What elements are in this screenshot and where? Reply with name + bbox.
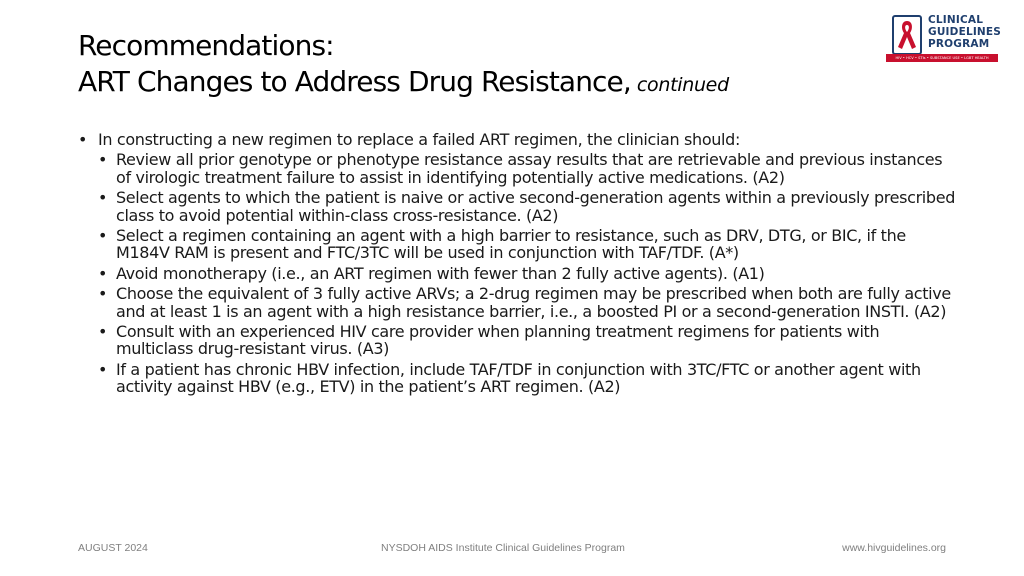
footer-date: AUGUST 2024 <box>78 542 148 554</box>
logo-line-3: PROGRAM <box>928 38 990 50</box>
logo-tagline: HIV • HCV • STIs • SUBSTANCE USE • LGBT HEALTH <box>886 54 998 62</box>
bullet: • <box>98 263 108 283</box>
list-item <box>98 323 958 358</box>
title-main-text: ART Changes to Address Drug Resistance, <box>78 65 631 98</box>
slide-title <box>78 28 858 103</box>
list-item <box>98 285 958 320</box>
title-line-2 <box>78 64 858 103</box>
recommendations-list <box>78 131 958 396</box>
bullet: • <box>98 359 108 379</box>
bullet: • <box>98 226 108 246</box>
list-item-text: Select agents to which the patient is naive or active second-generation agents within a previously prescribed class to avoid potential within-class cross-resistance. (A2) <box>116 188 956 225</box>
footer-program: NYSDOH AIDS Institute Clinical Guidelines Program <box>381 542 625 554</box>
list-item <box>98 151 958 186</box>
list-item <box>98 361 958 396</box>
intro-text: In constructing a new regimen to replace a failed ART regimen, the clinician should: <box>98 130 740 149</box>
clinical-guidelines-logo <box>886 12 1006 64</box>
list-item-text: Select a regimen containing an agent with a high barrier to resistance, such as DRV, DTG, or BIC, if the M184V RAM is present and FTC/3TC will be used in conjunction with TAF/TDF. (A*) <box>116 226 906 263</box>
bullet: • <box>78 130 88 149</box>
list-item <box>98 227 958 262</box>
bullet: • <box>98 322 108 342</box>
list-item-text: Review all prior genotype or phenotype resistance assay results that are retrievable and previous instances of virologic treatment failure to assist in identifying potentially active medications. (A2) <box>116 150 943 187</box>
list-item-text: Choose the equivalent of 3 fully active ARVs; a 2-drug regimen may be prescribed when both are fully active and at least 1 is an agent with a high resistance barrier, i.e., a boosted PI or a second-generation INSTI. (A2) <box>116 284 951 321</box>
logo-line-2: GUIDELINES <box>928 26 1002 38</box>
bullet: • <box>98 150 108 170</box>
list-item-text: Consult with an experienced HIV care provider when planning treatment regimens for patients with multiclass drug-resistant virus. (A3) <box>116 322 880 359</box>
red-ribbon-icon <box>892 15 922 55</box>
bullet: • <box>98 284 108 304</box>
logo-line-1: CLINICAL <box>928 14 984 26</box>
title-line-1: Recommendations: <box>78 29 334 62</box>
list-item-text: Avoid monotherapy (i.e., an ART regimen with fewer than 2 fully active agents). (A1) <box>116 263 765 283</box>
list-item-text: If a patient has chronic HBV infection, include TAF/TDF in conjunction with 3TC/FTC or another agent with activity against HBV (e.g., ETV) in the patient’s ART regimen. (A2) <box>116 359 921 397</box>
title-continued: continued <box>636 74 729 96</box>
logo-wordmark <box>928 14 1001 50</box>
bullet: • <box>98 188 108 208</box>
list-item <box>98 189 958 224</box>
sub-list <box>98 151 958 395</box>
intro-item <box>78 131 958 148</box>
list-item <box>98 265 958 282</box>
footer-url: www.hivguidelines.org <box>842 542 946 554</box>
